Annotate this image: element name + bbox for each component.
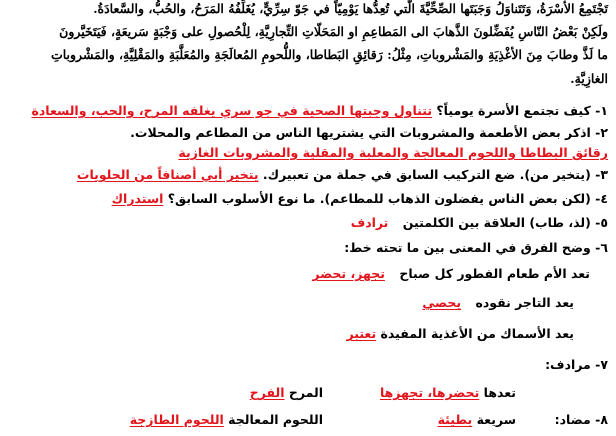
question-7-pair-1 bbox=[380, 385, 516, 401]
question-8-answer-1: بطيئة bbox=[437, 412, 473, 427]
question-6-item-2-answer: يحصي bbox=[422, 295, 462, 310]
question-6-number: ٦- bbox=[595, 240, 608, 255]
question-6-item-3-answer: تعتبر bbox=[346, 326, 377, 341]
question-6-item-1 bbox=[312, 266, 590, 282]
question-7-pair-2 bbox=[250, 385, 323, 401]
question-7-word-2: المرح bbox=[288, 385, 323, 400]
question-8-label: مضاد: bbox=[554, 412, 591, 427]
question-3-number: ٣- bbox=[595, 167, 608, 182]
question-1-number: ١- bbox=[595, 103, 608, 118]
question-6-item-2 bbox=[422, 295, 574, 311]
question-8-pair-1 bbox=[438, 412, 516, 428]
question-7-answer-2: الفرح bbox=[249, 385, 285, 400]
question-6-text: وضح الفرق في المعنى بين ما تحته خط: bbox=[344, 240, 591, 255]
question-8-pair-2 bbox=[130, 412, 323, 428]
question-5 bbox=[351, 215, 608, 231]
question-3 bbox=[77, 167, 608, 183]
question-6 bbox=[344, 240, 608, 256]
question-8-antonyms bbox=[555, 412, 608, 428]
question-3-text: (يتخير من). ضع التركيب السابق في جملة من تعبيرك. bbox=[262, 167, 591, 182]
question-6-item-3-text: يعد الأسماك من الأغذية المفيدة bbox=[380, 326, 574, 341]
question-5-text: (لذ، طاب) العلاقة بين الكلمتين bbox=[402, 215, 591, 230]
question-7-word-1: تعدها bbox=[483, 385, 516, 400]
question-6-item-2-text: يعد التاجر نقوده bbox=[475, 295, 574, 310]
question-8-answer-2: اللحوم الطازجة bbox=[129, 412, 224, 427]
question-7-number: ٧- bbox=[595, 357, 608, 372]
question-8-word-2: اللحوم المعالجة bbox=[228, 412, 323, 427]
question-5-number: ٥- bbox=[595, 215, 608, 230]
question-5-answer: ترادف bbox=[350, 215, 389, 230]
question-1 bbox=[31, 103, 608, 119]
question-4-number: ٤- bbox=[595, 191, 608, 206]
passage-line-2: ولَكِنْ بَعْضُ النّاسِ يُفَضِّلونَ الذَّهابَ الى المَطاعِمِ او المَحَلّاتِ التِّجارِيَّةِ، لِلْحُصولِ على وَجْبَةٍ سَريعَةٍ، فَيَتَخَيَّرونَ bbox=[59, 24, 608, 39]
question-2-number: ٢- bbox=[595, 125, 608, 140]
passage-line-4: الغازِيَّةِ. bbox=[570, 71, 608, 86]
question-2-answer: رقائق البطاطا واللحوم المعالجة والمعلبة والمقلية والمشروبات الغازية bbox=[178, 145, 608, 160]
question-2-text: اذكر بعض الأطعمة والمشروبات التي يشتريها الناس من المطاعم والمحلات. bbox=[130, 125, 591, 140]
question-4-text: (لكن بعض الناس يفضلون الذهاب للمطاعم). ما نوع الأسلوب السابق؟ bbox=[167, 191, 591, 206]
question-6-item-3 bbox=[346, 326, 574, 342]
question-7-answer-1: تحضرها، تجهزها bbox=[379, 385, 480, 400]
question-2 bbox=[130, 125, 608, 141]
question-1-text: كيف تجتمع الأسرة يومياً؟ bbox=[436, 103, 591, 118]
question-8-word-1: سريعة bbox=[476, 412, 516, 427]
question-8-number: ٨- bbox=[595, 412, 608, 427]
question-6-item-1-answer: تجهز، تحضر bbox=[312, 266, 385, 281]
question-6-item-1-text: تعد الأم طعام الفطور كل صباح bbox=[399, 266, 590, 281]
question-1-answer: تتناول وجبتها الصحية في جو سري يغلفه المرح، والحب، والسعادة bbox=[31, 103, 433, 118]
question-4 bbox=[112, 191, 608, 207]
question-7-label: مرادف: bbox=[545, 357, 591, 372]
question-3-answer: يتخير أبي أصنافاً من الحلويات bbox=[76, 167, 259, 182]
passage-line-3: ما لَذَّ وطابَ مِنَ الأغْذِيَةِ والمَشْروباتِ، مِثْلُ: رَقائِقِ البَطاطا، واللُّحومِ المُعالَجَةِ والمُعَلَّبَةِ والمَقْلِيَّةِ، والمَشْروباتِ bbox=[50, 47, 608, 62]
question-4-answer: استدراك bbox=[111, 191, 164, 206]
question-7-synonyms bbox=[545, 357, 608, 373]
passage-line-1: تَجْتَمِعُ الأسْرَةُ، وَتَتَناوَلُ وَجَبَتَها الصِّحِّيَّةَ الّتي تُعِدُّها يَوْمِيّاً في جَوّ سِرِّيٍّ، يُغَلِّفُهُ المَرَحُ، والحُبُّ، والسَّعادَةُ. bbox=[93, 1, 608, 16]
